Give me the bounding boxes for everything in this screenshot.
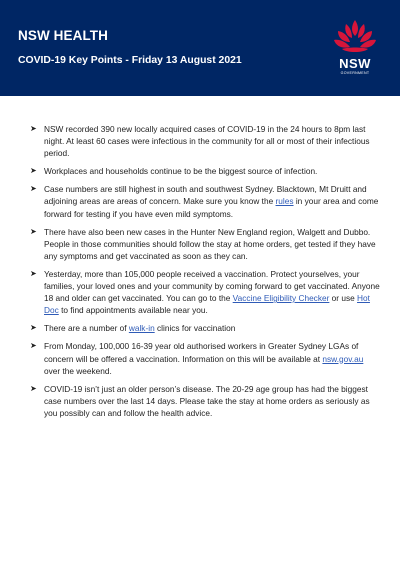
chevron-right-icon: ➤ [30, 226, 37, 236]
nsw-government-logo [330, 18, 380, 82]
key-point-text: From Monday, 100,000 16-39 year old authorised workers in Greater Sydney LGAs of concern will be offered a vaccination. Information on this will be available at [44, 341, 359, 364]
chevron-right-icon: ➤ [30, 383, 37, 393]
key-point-text: in your area and come forward for testing if you have even mild symptoms. [44, 196, 379, 219]
page-title: NSW HEALTH [18, 28, 108, 43]
vaccine-eligibility-checker-link[interactable]: Vaccine Eligibility Checker [232, 293, 330, 304]
walk-in-link[interactable]: walk-in [128, 323, 155, 334]
key-point-text: There have also been new cases in the Hunter New England region, Walgett and Dubbo. People in those communities should follow the stay at home orders, get tested if they have any symptoms and get vaccinated as soon as they can. [44, 226, 376, 261]
header-banner [0, 0, 400, 96]
key-point [30, 340, 380, 376]
key-point-text: COVID-19 isn’t just an older person’s disease. The 20-29 age group has had the biggest case numbers over the last 14 days. Please take the stay at home orders as seriously as you possibly can and follow the health advice. [44, 383, 370, 418]
logo-government-text: GOVERNMENT [340, 71, 370, 75]
key-point-text: to find appointments available near you. [58, 305, 208, 316]
key-point-text: Yesterday, more than 105,000 people received a vaccination. Protect yourselves, your families, your loved ones and your community by coming forward to get vaccinated. Anyone 18 and older can get vaccinated. You can go to the [44, 268, 380, 304]
logo-wordmark: NSW [339, 56, 371, 71]
key-point [30, 268, 380, 316]
key-point [30, 123, 380, 159]
chevron-right-icon: ➤ [30, 268, 37, 278]
key-point-text: NSW recorded 390 new locally acquired cases of COVID-19 in the 24 hours to 8pm last night. At least 60 cases were infectious in the community for all or most of their infectious period. [44, 124, 370, 159]
chevron-right-icon: ➤ [30, 341, 37, 351]
key-points-list [30, 123, 380, 425]
key-point-text: or use [329, 293, 358, 304]
key-point-text: clinics for vaccination [154, 323, 236, 334]
rules-link[interactable]: rules [275, 196, 294, 207]
key-point [30, 322, 380, 334]
key-point [30, 165, 380, 177]
chevron-right-icon: ➤ [30, 323, 37, 333]
key-point-text: There are a number of [44, 323, 129, 334]
key-point-text: Workplaces and households continue to be the biggest source of infection. [44, 166, 318, 177]
hot-doc-link[interactable]: Hot Doc [44, 293, 370, 316]
key-point-text: Case numbers are still highest in south and southwest Sydney. Blacktown, Mt Druitt and adjoining areas are areas of concern. Make sure you know the [44, 184, 367, 207]
key-point [30, 183, 380, 219]
key-point [30, 383, 380, 419]
chevron-right-icon: ➤ [30, 124, 37, 133]
waratah-flower-icon [330, 18, 380, 56]
nsw-gov-au-link[interactable]: nsw.gov.au [322, 353, 364, 364]
key-point [30, 226, 380, 262]
chevron-right-icon: ➤ [30, 184, 37, 194]
page-subtitle: COVID-19 Key Points - Friday 13 August 2021 [18, 55, 242, 66]
key-point-text: over the weekend. [44, 365, 112, 376]
chevron-right-icon: ➤ [30, 166, 37, 176]
